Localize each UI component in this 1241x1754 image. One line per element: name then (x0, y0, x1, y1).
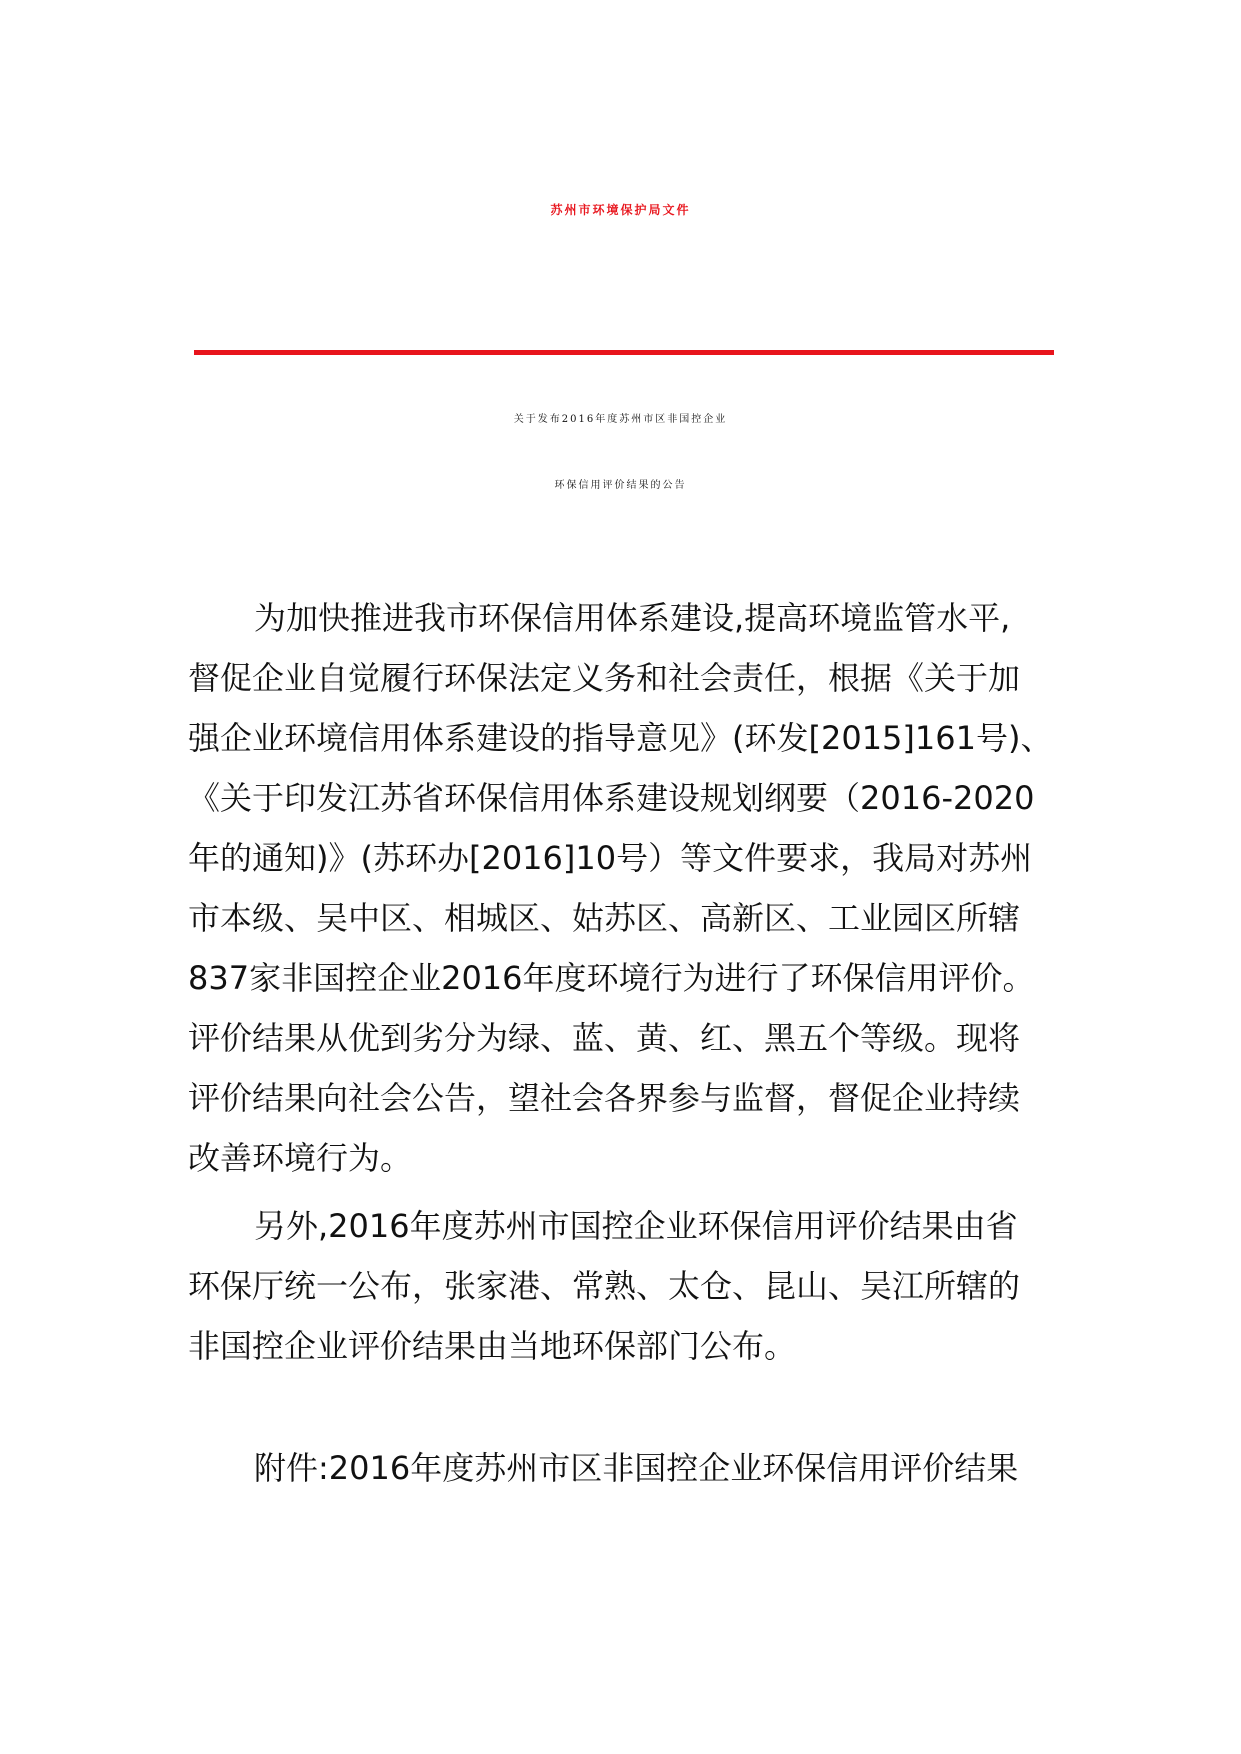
red-divider-line (194, 350, 1054, 355)
body-line: 年的通知)》(苏环办[2016]10号）等文件要求，我局对苏州 (188, 839, 1033, 877)
attachment-line: 附件:2016年度苏州市区非国控企业环保信用评价结果 (254, 1449, 1019, 1487)
body-line: 评价结果向社会公告，望社会各界参与监督，督促企业持续 (188, 1079, 1021, 1117)
body-line: 另外,2016年度苏州市国控企业环保信用评价结果由省 (254, 1207, 1018, 1245)
body-line: 《关于印发江苏省环保信用体系建设规划纲要（2016-2020 (188, 779, 1035, 817)
body-line: 评价结果从优到劣分为绿、蓝、黄、红、黑五个等级。现将 (188, 1019, 1021, 1057)
body-line: 强企业环境信用体系建设的指导意见》(环发[2015]161号)、 (188, 719, 1053, 757)
doc-title-line-2: 环保信用评价结果的公告 (554, 480, 687, 491)
issuer-title: 苏州市环境保护局文件 (550, 203, 691, 217)
body-line: 为加快推进我市环保信用体系建设,提高环境监管水平, (254, 599, 1011, 637)
body-line: 市本级、吴中区、相城区、姑苏区、高新区、工业园区所辖 (188, 899, 1021, 937)
body-line: 督促企业自觉履行环保法定义务和社会责任，根据《关于加 (188, 659, 1021, 697)
body-line: 非国控企业评价结果由当地环保部门公布。 (188, 1327, 797, 1365)
body-line: 环保厅统一公布，张家港、常熟、太仓、昆山、吴江所辖的 (188, 1267, 1021, 1305)
body-line: 837家非国控企业2016年度环境行为进行了环保信用评价。 (188, 959, 1035, 997)
doc-title-line-1: 关于发布2016年度苏州市区非国控企业 (513, 414, 728, 425)
body-line: 改善环境行为。 (188, 1139, 413, 1177)
